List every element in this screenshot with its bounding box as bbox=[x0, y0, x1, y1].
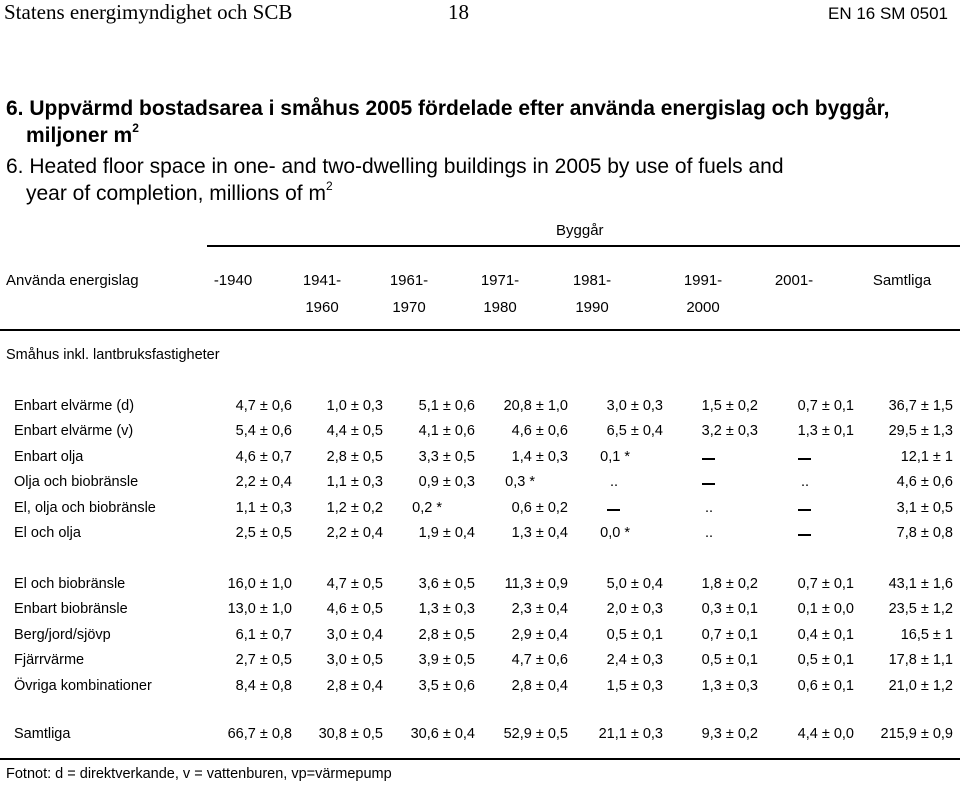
row-label: El och olja bbox=[14, 525, 81, 541]
table-cell: 0,3 * bbox=[505, 474, 535, 491]
table-cell: 2,8 ± 0,5 bbox=[326, 448, 383, 465]
row-label: Enbart elvärme (v) bbox=[14, 423, 134, 440]
table-cell: 1,3 ± 0,1 bbox=[797, 423, 854, 440]
table-cell: 0,5 ± 0,1 bbox=[606, 626, 663, 643]
table-cell: 66,7 ± 0,8 bbox=[227, 726, 292, 742]
header-rule bbox=[0, 329, 960, 331]
column-header-bottom: 1990 bbox=[575, 299, 609, 316]
dash-cell bbox=[607, 509, 620, 511]
bottom-rule bbox=[0, 758, 960, 760]
table-cell: 2,8 ± 0,4 bbox=[511, 677, 568, 694]
table-cell: 4,6 ± 0,5 bbox=[326, 601, 383, 618]
table-cell: 3,1 ± 0,5 bbox=[896, 499, 953, 516]
table-cell: 3,2 ± 0,3 bbox=[701, 423, 758, 440]
table-cell: 5,0 ± 0,4 bbox=[606, 576, 663, 592]
column-header-top: -1940 bbox=[213, 272, 253, 289]
table-cell: 21,1 ± 0,3 bbox=[598, 726, 663, 742]
column-header-top: 1961- bbox=[389, 272, 429, 289]
table-cell: 1,3 ± 0,4 bbox=[511, 525, 568, 541]
footnote: Fotnot: d = direktverkande, v = vattenburen, vp=värmepump bbox=[6, 766, 392, 782]
table-cell: 2,8 ± 0,4 bbox=[326, 677, 383, 694]
column-header-bottom: 1960 bbox=[305, 299, 339, 316]
title-swedish: 6. Uppvärmd bostadsarea i småhus 2005 fördelade efter använda energislag och byggår, bbox=[6, 97, 890, 120]
table-cell: 0,7 ± 0,1 bbox=[797, 398, 854, 414]
column-header-bottom: 2000 bbox=[686, 299, 720, 316]
table-cell: 1,1 ± 0,3 bbox=[326, 474, 383, 491]
column-header-top: 1971- bbox=[480, 272, 520, 289]
table-cell: 4,6 ± 0,7 bbox=[235, 448, 292, 465]
row-header: Använda energislag bbox=[6, 272, 139, 289]
dash-cell bbox=[798, 534, 811, 536]
group-header: Byggår bbox=[556, 222, 604, 239]
table-cell: 43,1 ± 1,6 bbox=[888, 576, 953, 592]
table-cell: .. bbox=[704, 525, 713, 541]
row-label: El, olja och biobränsle bbox=[14, 499, 156, 516]
table-cell: 2,5 ± 0,5 bbox=[235, 525, 292, 541]
table-cell: 4,7 ± 0,5 bbox=[326, 576, 383, 592]
table-cell: 3,0 ± 0,4 bbox=[326, 626, 383, 643]
table-cell: 1,5 ± 0,2 bbox=[701, 398, 758, 414]
table-cell: .. bbox=[704, 499, 713, 516]
table-cell: 16,5 ± 1 bbox=[900, 626, 953, 643]
row-label: Samtliga bbox=[14, 726, 71, 742]
table-cell: 3,5 ± 0,6 bbox=[418, 677, 475, 694]
dash-cell bbox=[702, 458, 715, 460]
table-cell: .. bbox=[800, 474, 809, 491]
column-header-top: 1941- bbox=[302, 272, 342, 289]
table-cell: 2,4 ± 0,3 bbox=[606, 652, 663, 669]
table-cell: 0,5 ± 0,1 bbox=[701, 652, 758, 669]
table-cell: 0,5 ± 0,1 bbox=[797, 652, 854, 669]
column-header-top: 2001- bbox=[774, 272, 814, 289]
row-label: Enbart biobränsle bbox=[14, 601, 128, 618]
table-cell: 3,0 ± 0,5 bbox=[326, 652, 383, 669]
column-header-top: Samtliga bbox=[872, 272, 932, 289]
table-cell: 23,5 ± 1,2 bbox=[888, 601, 953, 618]
table-cell: 2,2 ± 0,4 bbox=[326, 525, 383, 541]
title-swedish-line2: miljoner $m^2$ bbox=[26, 121, 139, 147]
table-cell: 30,6 ± 0,4 bbox=[410, 726, 475, 742]
table-cell: 0,1 ± 0,0 bbox=[797, 601, 854, 618]
table-cell: 0,6 ± 0,2 bbox=[511, 499, 568, 516]
table-cell: 7,8 ± 0,8 bbox=[896, 525, 953, 541]
table-cell: 11,3 ± 0,9 bbox=[504, 576, 568, 592]
row-label: Övriga kombinationer bbox=[14, 677, 152, 694]
column-header-top: 1981- bbox=[572, 272, 612, 289]
table-cell: 0,7 ± 0,1 bbox=[797, 576, 854, 592]
table-cell: 215,9 ± 0,9 bbox=[880, 726, 953, 742]
table-cell: 3,9 ± 0,5 bbox=[418, 652, 475, 669]
table-cell: 52,9 ± 0,5 bbox=[503, 726, 568, 742]
table-cell: 6,1 ± 0,7 bbox=[235, 626, 292, 643]
table-cell: 0,0 * bbox=[600, 525, 630, 541]
row-label: Fjärrvärme bbox=[14, 652, 85, 669]
dash-cell bbox=[702, 483, 715, 485]
table-cell: 1,8 ± 0,2 bbox=[701, 576, 758, 592]
table-cell: 0,2 * bbox=[412, 499, 442, 516]
table-cell: 0,6 ± 0,1 bbox=[797, 677, 854, 694]
table-cell: 4,6 ± 0,6 bbox=[511, 423, 568, 440]
table-cell: 2,8 ± 0,5 bbox=[418, 626, 475, 643]
table-cell: .. bbox=[609, 474, 618, 491]
column-header-bottom: 1980 bbox=[483, 299, 517, 316]
table-cell: 6,5 ± 0,4 bbox=[606, 423, 663, 440]
table-cell: 1,0 ± 0,3 bbox=[326, 398, 383, 414]
table-cell: 0,4 ± 0,1 bbox=[797, 626, 854, 643]
table-cell: 1,9 ± 0,4 bbox=[418, 525, 475, 541]
header-left: Statens energimyndighet och SCB bbox=[4, 0, 293, 24]
table-cell: 13,0 ± 1,0 bbox=[227, 601, 292, 618]
group-rule bbox=[207, 245, 960, 247]
table-cell: 12,1 ± 1 bbox=[900, 448, 953, 465]
table-cell: 5,1 ± 0,6 bbox=[418, 398, 475, 414]
page-number: 18 bbox=[448, 0, 469, 24]
table-cell: 1,3 ± 0,3 bbox=[701, 677, 758, 694]
table-cell: 4,1 ± 0,6 bbox=[418, 423, 475, 440]
title-english-line2: year of completion, millions of $m^2$ bbox=[26, 179, 333, 205]
table-cell: 1,1 ± 0,3 bbox=[235, 499, 292, 516]
table-cell: 1,2 ± 0,2 bbox=[326, 499, 383, 516]
table-cell: 0,1 * bbox=[600, 448, 630, 465]
table-cell: 4,4 ± 0,5 bbox=[326, 423, 383, 440]
title-english: 6. Heated floor space in one- and two-dwelling buildings in 2005 by use of fuels and bbox=[6, 155, 784, 178]
table-cell: 2,7 ± 0,5 bbox=[235, 652, 292, 669]
table-cell: 17,8 ± 1,1 bbox=[888, 652, 953, 669]
row-label: Enbart olja bbox=[14, 448, 84, 465]
table-cell: 0,3 ± 0,1 bbox=[701, 601, 758, 618]
dash-cell bbox=[798, 458, 811, 460]
table-cell: 29,5 ± 1,3 bbox=[888, 423, 953, 440]
table-cell: 36,7 ± 1,5 bbox=[888, 398, 953, 414]
table-cell: 4,7 ± 0,6 bbox=[511, 652, 568, 669]
table-cell: 4,7 ± 0,6 bbox=[235, 398, 292, 414]
row-label: Berg/jord/sjövp bbox=[14, 626, 111, 643]
table-cell: 2,3 ± 0,4 bbox=[511, 601, 568, 618]
row-label: Enbart elvärme (d) bbox=[14, 398, 135, 414]
table-cell: 3,0 ± 0,3 bbox=[606, 398, 663, 414]
table-cell: 0,9 ± 0,3 bbox=[418, 474, 475, 491]
row-label: El och biobränsle bbox=[14, 576, 126, 592]
table-cell: 8,4 ± 0,8 bbox=[235, 677, 292, 694]
table-cell: 0,7 ± 0,1 bbox=[701, 626, 758, 643]
table-cell: 1,3 ± 0,3 bbox=[418, 601, 475, 618]
table-cell: 20,8 ± 1,0 bbox=[503, 398, 568, 414]
table-cell: 3,3 ± 0,5 bbox=[418, 448, 475, 465]
header-right: EN 16 SM 0501 bbox=[827, 4, 948, 23]
table-cell: 5,4 ± 0,6 bbox=[235, 423, 292, 440]
table-cell: 2,9 ± 0,4 bbox=[511, 626, 568, 643]
table-cell: 9,3 ± 0,2 bbox=[701, 726, 758, 742]
table-cell: 2,0 ± 0,3 bbox=[606, 601, 663, 618]
table-cell: 4,4 ± 0,0 bbox=[797, 726, 854, 742]
table-cell: 16,0 ± 1,0 bbox=[227, 576, 292, 592]
column-header-top: 1991- bbox=[683, 272, 723, 289]
section-title: Småhus inkl. lantbruksfastigheter bbox=[6, 347, 220, 363]
dash-cell bbox=[798, 509, 811, 511]
table-cell: 1,4 ± 0,3 bbox=[511, 448, 568, 465]
table-cell: 21,0 ± 1,2 bbox=[888, 677, 953, 694]
table-cell: 30,8 ± 0,5 bbox=[318, 726, 383, 742]
column-header-bottom: 1970 bbox=[392, 299, 426, 316]
row-label: Olja och biobränsle bbox=[14, 474, 139, 491]
table-cell: 3,6 ± 0,5 bbox=[418, 576, 475, 592]
table-cell: 2,2 ± 0,4 bbox=[235, 474, 292, 491]
table-cell: 1,5 ± 0,3 bbox=[606, 677, 663, 694]
table-cell: 4,6 ± 0,6 bbox=[896, 474, 953, 491]
